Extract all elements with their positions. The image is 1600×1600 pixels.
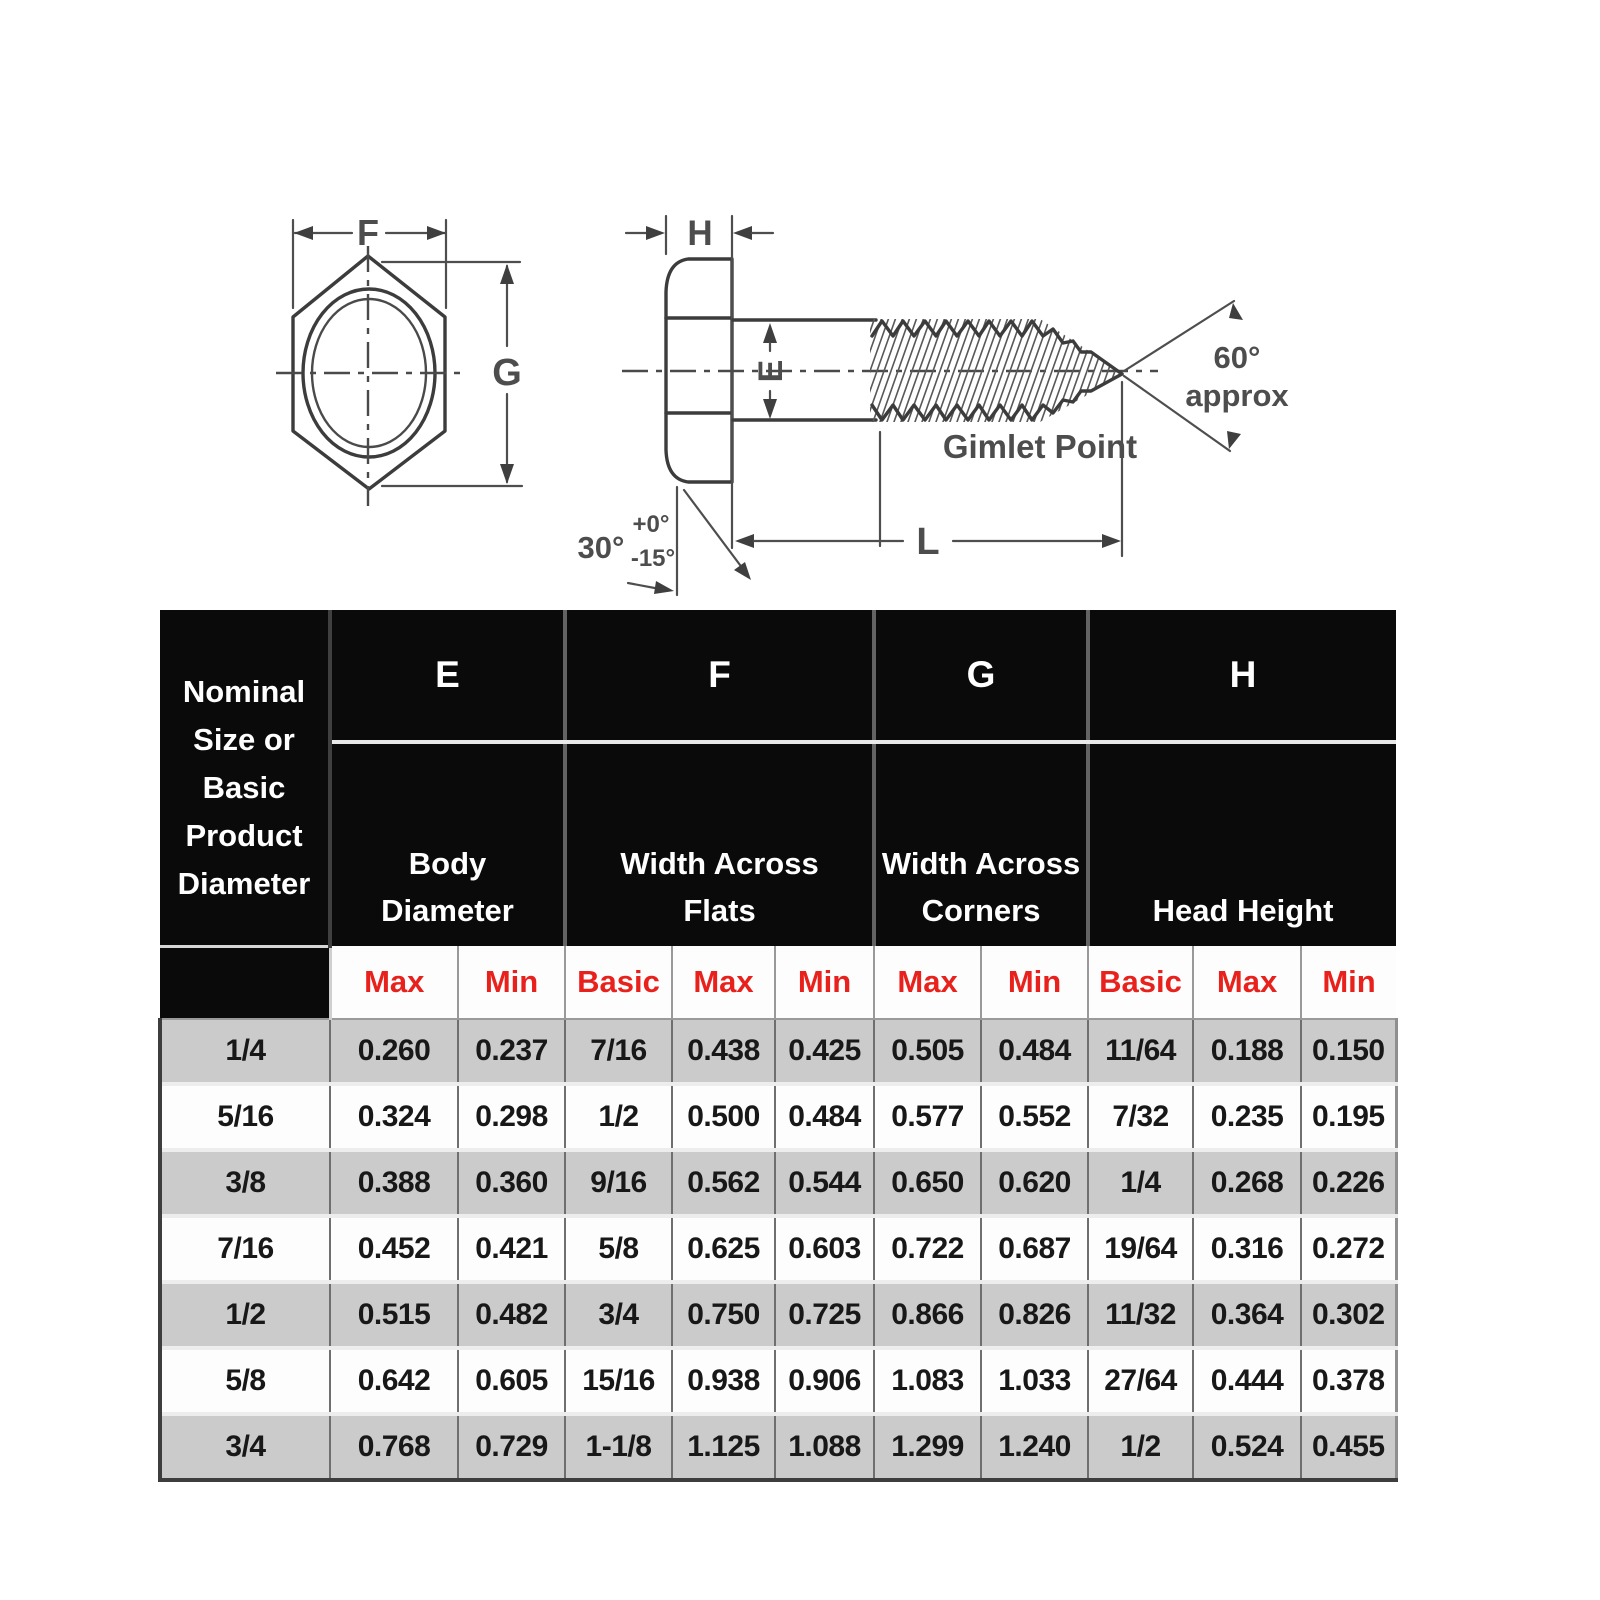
group-letter-e: E xyxy=(330,610,565,742)
value-cell: 7/32 xyxy=(1088,1084,1193,1150)
group-name-width-across-corners xyxy=(874,742,1088,946)
value-cell: 9/16 xyxy=(565,1150,672,1216)
value-cell: 0.515 xyxy=(330,1282,458,1348)
point-angle-annotation xyxy=(1124,301,1289,451)
value-cell: 0.642 xyxy=(330,1348,458,1414)
value-cell: 0.226 xyxy=(1301,1150,1396,1216)
value-cell: 0.150 xyxy=(1301,1019,1396,1084)
chamfer-angle-annotation xyxy=(578,487,751,595)
value-cell: 15/16 xyxy=(565,1348,672,1414)
gimlet-point-label: Gimlet Point xyxy=(942,428,1138,465)
nominal-size-cell: 1/2 xyxy=(160,1282,330,1348)
group-letter-h: H xyxy=(1088,610,1396,742)
group-letter-g: G xyxy=(874,610,1088,742)
value-cell: 1.033 xyxy=(981,1348,1088,1414)
value-cell: 0.625 xyxy=(672,1216,775,1282)
group-name-label: Width Across Corners xyxy=(881,846,1081,928)
value-cell: 0.421 xyxy=(458,1216,565,1282)
g-label: G xyxy=(492,352,522,394)
value-cell: 27/64 xyxy=(1088,1348,1193,1414)
corner-empty-cell xyxy=(160,946,330,1019)
value-cell: 0.505 xyxy=(874,1019,981,1084)
value-cell: 0.302 xyxy=(1301,1282,1396,1348)
l-label: L xyxy=(916,521,940,563)
sub-header-f-max: Max xyxy=(672,946,775,1019)
value-cell: 0.729 xyxy=(458,1414,565,1480)
nominal-size-cell: 3/4 xyxy=(160,1414,330,1480)
sub-header-h-basic: Basic xyxy=(1088,946,1193,1019)
value-cell: 1.240 xyxy=(981,1414,1088,1480)
nominal-size-cell: 5/8 xyxy=(160,1348,330,1414)
value-cell: 0.577 xyxy=(874,1084,981,1150)
value-cell: 0.552 xyxy=(981,1084,1088,1150)
corner-header-cell: Nominal Size or Basic Product Diameter xyxy=(160,610,330,946)
group-name-label: Head Height xyxy=(1152,892,1334,928)
table-row xyxy=(160,1414,1396,1480)
value-cell: 1/2 xyxy=(1088,1414,1193,1480)
value-cell: 0.650 xyxy=(874,1150,981,1216)
value-cell: 0.438 xyxy=(672,1019,775,1084)
lag-screw-dimensions-table xyxy=(158,610,1398,1482)
value-cell: 1.125 xyxy=(672,1414,775,1480)
group-letter-f: F xyxy=(565,610,874,742)
value-cell: 0.268 xyxy=(1193,1150,1301,1216)
value-cell: 0.866 xyxy=(874,1282,981,1348)
value-cell: 0.360 xyxy=(458,1150,565,1216)
sub-header-h-max: Max xyxy=(1193,946,1301,1019)
value-cell: 0.452 xyxy=(330,1216,458,1282)
table-row xyxy=(160,1084,1396,1150)
value-cell: 11/32 xyxy=(1088,1282,1193,1348)
sub-header-row xyxy=(160,946,1396,1019)
value-cell: 1.299 xyxy=(874,1414,981,1480)
table-row xyxy=(160,1216,1396,1282)
table-row xyxy=(160,1019,1396,1084)
value-cell: 0.455 xyxy=(1301,1414,1396,1480)
value-cell: 19/64 xyxy=(1088,1216,1193,1282)
value-cell: 0.524 xyxy=(1193,1414,1301,1480)
value-cell: 0.316 xyxy=(1193,1216,1301,1282)
value-cell: 0.298 xyxy=(458,1084,565,1150)
value-cell: 0.378 xyxy=(1301,1348,1396,1414)
value-cell: 0.603 xyxy=(775,1216,874,1282)
value-cell: 0.544 xyxy=(775,1150,874,1216)
value-cell: 0.425 xyxy=(775,1019,874,1084)
value-cell: 0.750 xyxy=(672,1282,775,1348)
value-cell: 1.083 xyxy=(874,1348,981,1414)
value-cell: 0.938 xyxy=(672,1348,775,1414)
value-cell: 0.620 xyxy=(981,1150,1088,1216)
value-cell: 0.768 xyxy=(330,1414,458,1480)
group-name-body-diameter xyxy=(330,742,565,946)
group-name-label: Width Across Flats xyxy=(620,846,819,928)
sub-header-h-min: Min xyxy=(1301,946,1396,1019)
value-cell: 5/8 xyxy=(565,1216,672,1282)
sub-header-f-basic: Basic xyxy=(565,946,672,1019)
value-cell: 0.484 xyxy=(775,1084,874,1150)
value-cell: 0.188 xyxy=(1193,1019,1301,1084)
value-cell: 1/2 xyxy=(565,1084,672,1150)
value-cell: 1.088 xyxy=(775,1414,874,1480)
sub-header-e-max: Max xyxy=(330,946,458,1019)
value-cell: 0.687 xyxy=(981,1216,1088,1282)
table-row xyxy=(160,1348,1396,1414)
value-cell: 11/64 xyxy=(1088,1019,1193,1084)
sub-header-e-min: Min xyxy=(458,946,565,1019)
value-cell: 1-1/8 xyxy=(565,1414,672,1480)
value-cell: 0.725 xyxy=(775,1282,874,1348)
value-cell: 0.364 xyxy=(1193,1282,1301,1348)
hex-front-view xyxy=(276,246,468,506)
value-cell: 0.484 xyxy=(981,1019,1088,1084)
group-name-head-height xyxy=(1088,742,1396,946)
value-cell: 0.500 xyxy=(672,1084,775,1150)
sub-header-f-min: Min xyxy=(775,946,874,1019)
group-letter-row xyxy=(160,610,1396,742)
point-angle-approx-label: approx xyxy=(1185,378,1289,413)
point-angle-label: 60° xyxy=(1213,340,1261,375)
chamfer-angle-label: 30° xyxy=(577,530,625,565)
value-cell: 0.388 xyxy=(330,1150,458,1216)
value-cell: 0.260 xyxy=(330,1019,458,1084)
value-cell: 0.195 xyxy=(1301,1084,1396,1150)
g-dimension xyxy=(382,262,522,486)
lag-screw-technical-drawing xyxy=(0,0,1600,600)
nominal-size-cell: 3/8 xyxy=(160,1150,330,1216)
table-row xyxy=(160,1282,1396,1348)
value-cell: 0.235 xyxy=(1193,1084,1301,1150)
value-cell: 0.444 xyxy=(1193,1348,1301,1414)
value-cell: 1/4 xyxy=(1088,1150,1193,1216)
nominal-size-cell: 7/16 xyxy=(160,1216,330,1282)
value-cell: 0.605 xyxy=(458,1348,565,1414)
group-name-width-across-flats xyxy=(565,742,874,946)
value-cell: 0.324 xyxy=(330,1084,458,1150)
value-cell: 3/4 xyxy=(565,1282,672,1348)
value-cell: 0.482 xyxy=(458,1282,565,1348)
value-cell: 0.272 xyxy=(1301,1216,1396,1282)
group-name-label: Body Diameter xyxy=(381,846,514,928)
h-dimension xyxy=(626,214,773,548)
f-label: F xyxy=(357,212,379,253)
value-cell: 0.826 xyxy=(981,1282,1088,1348)
value-cell: 0.722 xyxy=(874,1216,981,1282)
table-row xyxy=(160,1150,1396,1216)
f-dimension xyxy=(293,212,446,308)
e-label: E xyxy=(752,359,790,383)
chamfer-tol-plus-label: +0° xyxy=(632,511,670,538)
value-cell: 0.562 xyxy=(672,1150,775,1216)
value-cell: 7/16 xyxy=(565,1019,672,1084)
value-cell: 0.237 xyxy=(458,1019,565,1084)
sub-header-g-max: Max xyxy=(874,946,981,1019)
e-dimension xyxy=(752,323,790,419)
sub-header-g-min: Min xyxy=(981,946,1088,1019)
chamfer-tol-minus-label: -15° xyxy=(630,545,676,572)
dimension-table-wrap xyxy=(158,610,1398,1482)
l-dimension xyxy=(735,382,1122,563)
nominal-size-cell: 5/16 xyxy=(160,1084,330,1150)
nominal-size-cell: 1/4 xyxy=(160,1019,330,1084)
group-name-row xyxy=(160,742,1396,946)
value-cell: 0.906 xyxy=(775,1348,874,1414)
h-label: H xyxy=(687,214,713,253)
